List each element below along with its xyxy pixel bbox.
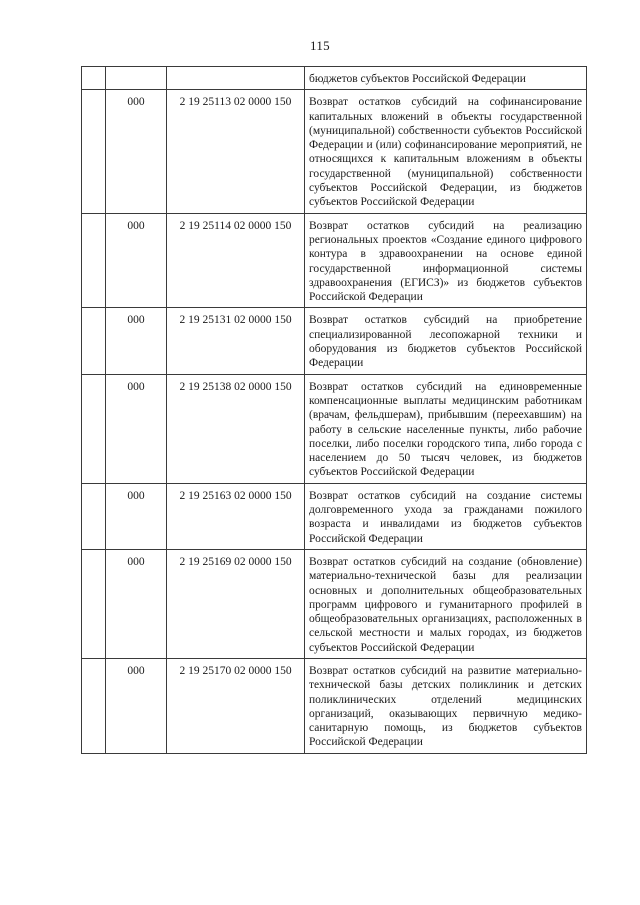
table-row [82, 90, 587, 213]
row-marker-cell [82, 483, 106, 549]
admin-code-cell: 000 [106, 213, 167, 308]
admin-code-cell: 000 [106, 549, 167, 658]
table-row [82, 374, 587, 483]
budget-code-cell: 2 19 25169 02 0000 150 [167, 549, 305, 658]
table-row [82, 308, 587, 374]
row-marker-cell [82, 308, 106, 374]
table-row [82, 658, 587, 753]
admin-code-cell: 000 [106, 90, 167, 213]
revenue-name-cell: Возврат остатков субсидий на софинансирование капитальных вложений в объекты государственной (муниципальной) собственности субъектов Российской Федерации и (или) софинансирование мероприятий, не относящихся к капитальным вложениям в объекты государственной (муниципальной) собственности субъектов Российской Федерации, из бюджетов субъектов Российской Федерации [305, 90, 587, 213]
row-marker-cell [82, 374, 106, 483]
budget-code-cell: 2 19 25163 02 0000 150 [167, 483, 305, 549]
budget-code-cell: 2 19 25170 02 0000 150 [167, 658, 305, 753]
table-row [82, 483, 587, 549]
row-marker-cell [82, 213, 106, 308]
revenue-name-cell: Возврат остатков субсидий на реализацию региональных проектов «Создание единого цифрового контура в здравоохранении на основе единой государственной информационной системы здравоохранения (ЕГИСЗ)» из бюджетов субъектов Российской Федерации [305, 213, 587, 308]
budget-code-cell: 2 19 25131 02 0000 150 [167, 308, 305, 374]
admin-code-cell [106, 67, 167, 90]
admin-code-cell: 000 [106, 374, 167, 483]
budget-revenue-table [81, 66, 587, 754]
revenue-name-cell: Возврат остатков субсидий на создание системы долговременного ухода за гражданами пожилого возраста и инвалидами из бюджетов субъектов Российской Федерации [305, 483, 587, 549]
budget-code-cell: 2 19 25138 02 0000 150 [167, 374, 305, 483]
revenue-name-cell: Возврат остатков субсидий на единовременные компенсационные выплаты медицинским работникам (врачам, фельдшерам), прибывшим (переехавшим) на работу в сельские населенные пункты, либо рабочие поселки, либо поселки городского типа, либо города с населением до 50 тысяч человек, из бюджетов субъектов Российской Федерации [305, 374, 587, 483]
admin-code-cell: 000 [106, 658, 167, 753]
revenue-name-cell: Возврат остатков субсидий на создание (обновление) материально-технической базы для реализации основных и дополнительных общеобразовательных программ цифрового и гуманитарного профилей в общеобразовательных организациях, расположенных в сельской местности и малых городах, из бюджетов субъектов Российской Федерации [305, 549, 587, 658]
table-row [82, 213, 587, 308]
budget-code-cell [167, 67, 305, 90]
revenue-name-cell: Возврат остатков субсидий на приобретение специализированной лесопожарной техники и оборудования из бюджетов субъектов Российской Федерации [305, 308, 587, 374]
admin-code-cell: 000 [106, 308, 167, 374]
table-row-continuation [82, 67, 587, 90]
revenue-name-cell: Возврат остатков субсидий на развитие материально-технической базы детских поликлиник и детских поликлинических отделений медицинских организаций, оказывающих первичную медико-санитарную помощь, из бюджетов субъектов Российской Федерации [305, 658, 587, 753]
row-marker-cell [82, 67, 106, 90]
page-number: 115 [310, 38, 330, 53]
admin-code-cell: 000 [106, 483, 167, 549]
budget-code-cell: 2 19 25113 02 0000 150 [167, 90, 305, 213]
row-marker-cell [82, 658, 106, 753]
row-marker-cell [82, 90, 106, 213]
budget-code-cell: 2 19 25114 02 0000 150 [167, 213, 305, 308]
table-row [82, 549, 587, 658]
row-marker-cell [82, 549, 106, 658]
revenue-name-cell: бюджетов субъектов Российской Федерации [305, 67, 587, 90]
